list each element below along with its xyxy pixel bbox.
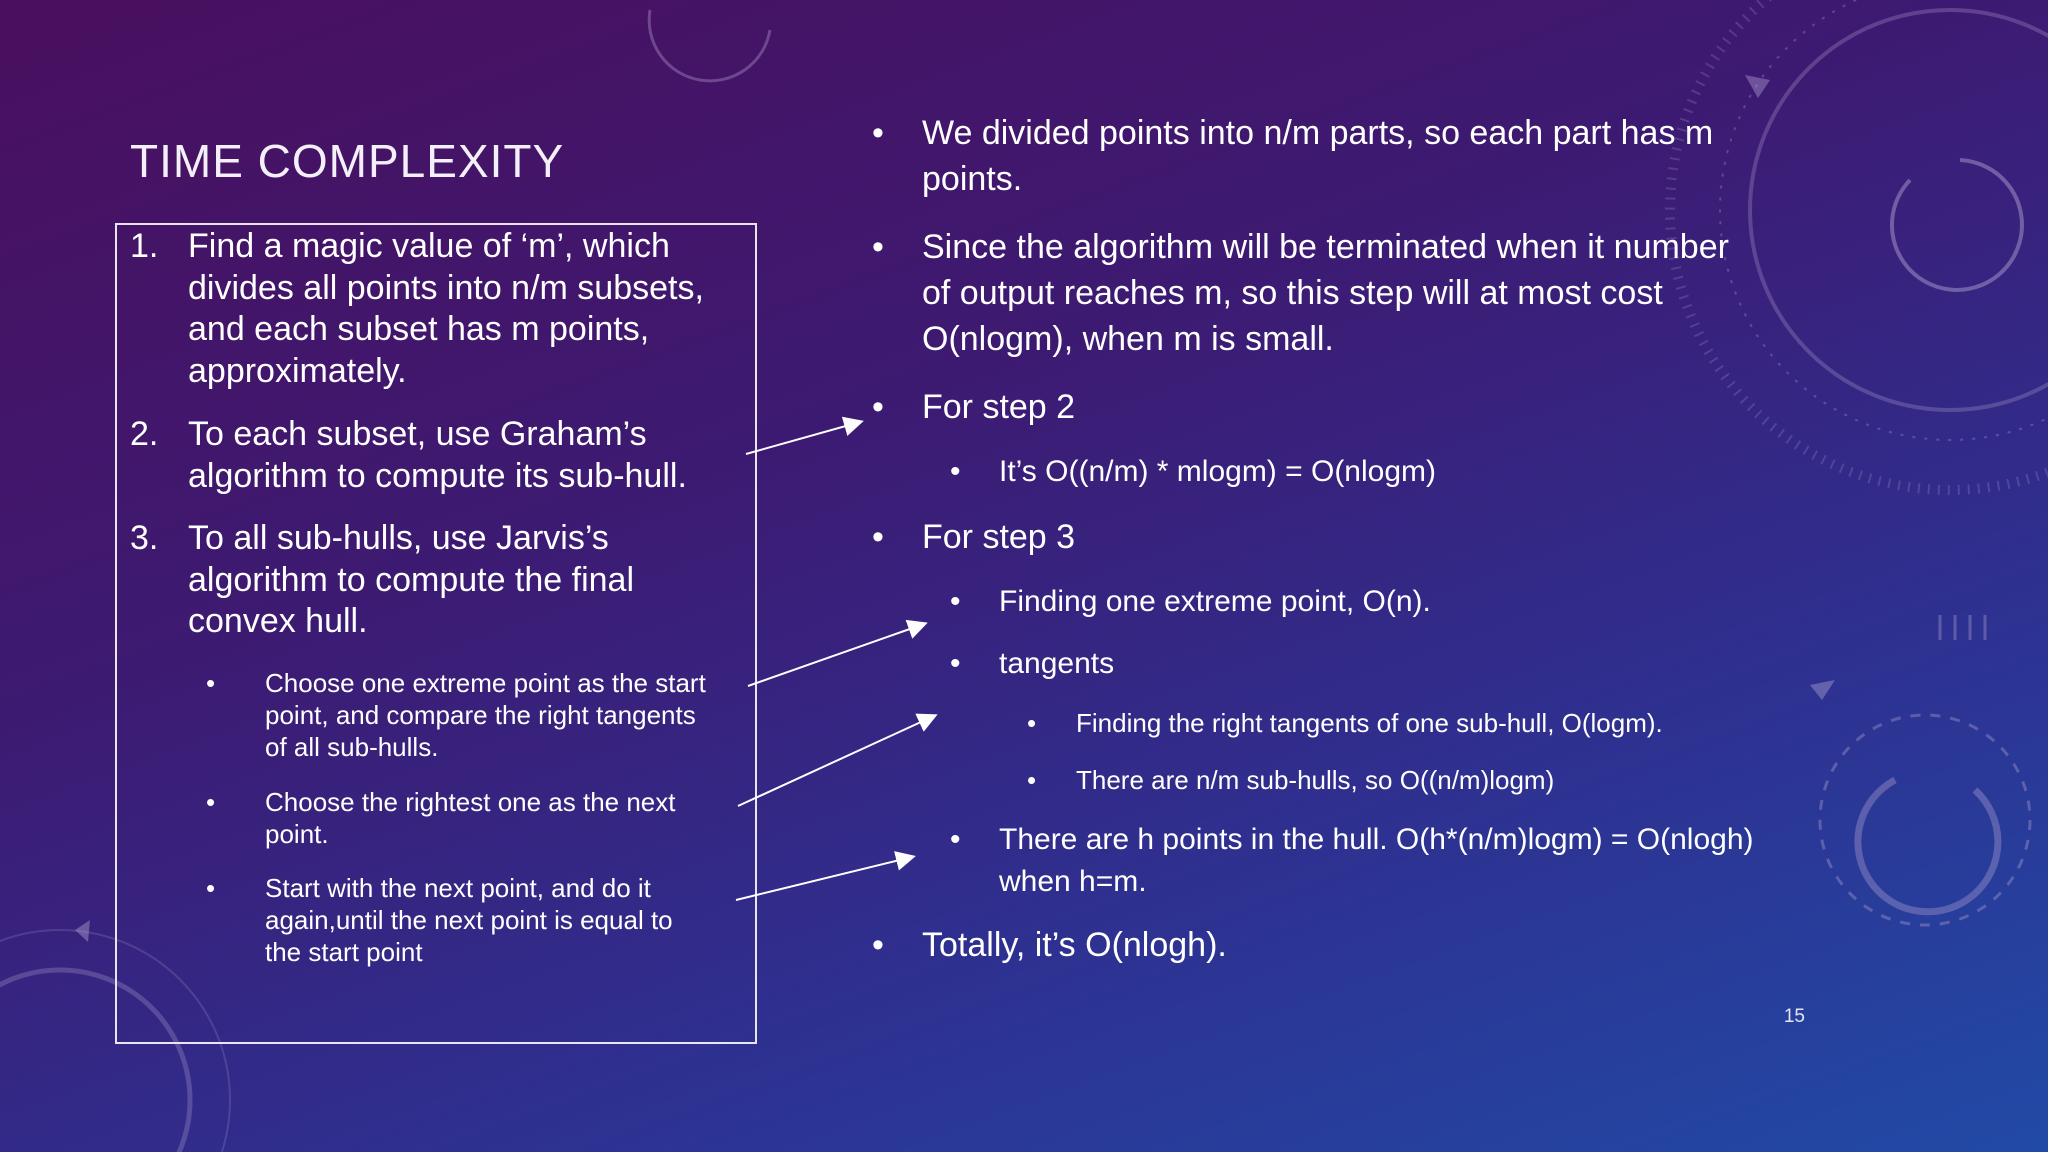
step-3-text xyxy=(188,518,634,643)
right-bullet-2-line-3: O(nlogm), when m is small. xyxy=(922,320,1334,358)
sub-bullet-3-text xyxy=(265,872,673,968)
right-bullet-5-text: For step 3 xyxy=(922,518,1076,556)
bullet-dot: • xyxy=(872,228,884,266)
step-3-line-2: algorithm to compute the final xyxy=(188,560,635,599)
step-1-line-3: and each subset has m points, xyxy=(188,310,650,348)
step-1-line-2: divides all points into n/m subsets, xyxy=(188,268,704,307)
sub-bullet-3-line-2: again,until the next point is equal to xyxy=(265,905,673,935)
bullet-dot: • xyxy=(206,873,216,903)
right-bullet-10-line-1: There are h points in the hull. O(h*(n/m)logm) = O(nlogh) xyxy=(999,823,1754,856)
sub-bullet-2-line-2: point. xyxy=(265,819,329,849)
bullet-dot: • xyxy=(872,926,884,964)
right-bullet-1-line-1: We divided points into n/m parts, so each part has m xyxy=(922,114,1714,152)
bullet-dot: • xyxy=(950,647,961,680)
step-1-line-1: Find a magic value of ‘m’, which xyxy=(188,227,670,265)
right-bullet-11-text: Totally, it’s O(nlogh). xyxy=(922,926,1227,964)
sub-bullet-2-text xyxy=(265,786,676,850)
sub-bullet-3-line-1: Start with the next point, and do it xyxy=(265,873,651,903)
sub-bullet-1-line-2: point, and compare the right tangents xyxy=(265,700,696,730)
sub-bullet-3-line-3: the start point xyxy=(265,937,423,967)
page-number: 15 xyxy=(1783,1006,1805,1027)
right-bullet-6-text: Finding one extreme point, O(n). xyxy=(999,585,1431,618)
bullet-dot: • xyxy=(872,518,884,556)
right-bullet-2-text xyxy=(922,224,1729,362)
bullet-dot: • xyxy=(872,114,884,152)
bullet-dot: • xyxy=(1027,765,1037,795)
bullet-dot: • xyxy=(950,585,961,618)
bullet-dot: • xyxy=(206,787,216,817)
arrow-sub-bullet-1 xyxy=(748,624,924,686)
right-bullet-2-line-2: of output reaches m, so this step will at most cost xyxy=(922,274,1663,312)
sub-bullet-1-text xyxy=(265,667,706,763)
right-bullet-1-line-2: points. xyxy=(922,160,1023,198)
sub-bullet-2-line-1: Choose the rightest one as the next xyxy=(265,787,676,817)
step-3-line-1: To all sub-hulls, use Jarvis’s xyxy=(188,519,609,557)
right-bullet-1-text xyxy=(922,110,1713,202)
step-2-line-1: To each subset, use Graham’s xyxy=(188,415,647,453)
right-bullet-7-text: tangents xyxy=(999,647,1115,680)
step-1-text xyxy=(188,226,704,392)
right-bullet-10-text xyxy=(999,819,1754,903)
right-bullet-8-text: Finding the right tangents of one sub-hull, O(logm). xyxy=(1076,708,1663,738)
arrow-sub-bullet-3 xyxy=(736,857,912,900)
sub-bullet-1-line-1: Choose one extreme point as the start xyxy=(265,668,706,698)
bullet-dot: • xyxy=(950,823,961,856)
sub-bullet-1-line-3: of all sub-hulls. xyxy=(265,732,439,762)
step-2-line-2: algorithm to compute its sub-hull. xyxy=(188,456,687,495)
right-bullet-2-line-1: Since the algorithm will be terminated when it number xyxy=(922,228,1729,266)
step-1-number: 1. xyxy=(130,227,159,265)
step-2-number: 2. xyxy=(130,415,159,453)
bullet-dot: • xyxy=(950,455,961,488)
right-bullet-3-text: For step 2 xyxy=(922,388,1076,426)
right-bullet-10-line-2: when h=m. xyxy=(999,865,1147,898)
step-3-number: 3. xyxy=(130,519,159,557)
bullet-dot: • xyxy=(872,388,884,426)
slide-title: TIME COMPLEXITY xyxy=(130,135,565,187)
step-1-line-4: approximately. xyxy=(188,351,407,390)
step-3-line-3: convex hull. xyxy=(188,602,368,640)
arrow-sub-bullet-2 xyxy=(738,716,934,806)
bullet-dot: • xyxy=(1027,708,1037,738)
right-bullet-4-text: It’s O((n/m) * mlogm) = O(nlogm) xyxy=(999,455,1437,488)
bullet-dot: • xyxy=(206,668,216,698)
right-bullet-9-text: There are n/m sub-hulls, so O((n/m)logm) xyxy=(1076,765,1555,795)
arrow-step-2 xyxy=(746,422,860,454)
step-2-text xyxy=(188,414,687,497)
